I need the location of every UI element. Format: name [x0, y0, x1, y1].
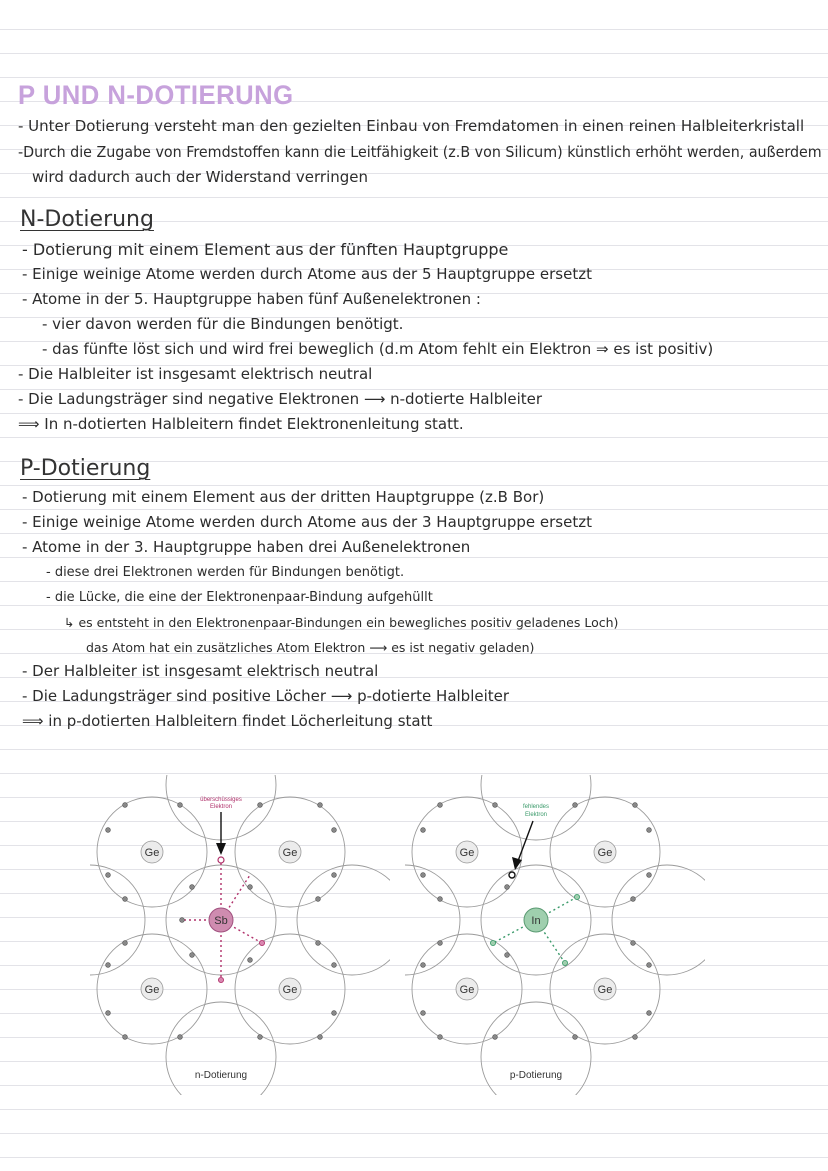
n-line-2: - Einige weinige Atome werden durch Atome aus der 5 Hauptgruppe ersetzt	[22, 265, 592, 283]
n-line-1: - Dotierung mit einem Element aus der fünften Hauptgruppe	[22, 240, 509, 259]
p-line-1: - Dotierung mit einem Element aus der dritten Hauptgruppe (z.B Bor)	[22, 488, 545, 506]
p-atom-ge-4: Ge	[597, 984, 613, 996]
p-line-3: - Atome in der 3. Hauptgruppe haben drei Außenelektronen	[22, 538, 471, 556]
p-annotation-2: Elektron	[524, 812, 548, 818]
n-lattice-diagram	[90, 775, 390, 1095]
intro-line-3: wird dadurch auch der Widerstand verringen	[32, 168, 369, 186]
n-excess-electron	[218, 857, 224, 863]
p-hole	[509, 872, 515, 878]
p-lattice-diagram	[405, 775, 705, 1095]
n-atom-ge-3: Ge	[144, 984, 160, 996]
n-line-3: - Atome in der 5. Hauptgruppe haben fünf Außenelektronen :	[22, 290, 481, 308]
n-arrow-icon	[216, 843, 226, 855]
p-atom-ge-3: Ge	[459, 984, 475, 996]
p-atom-ge-1: Ge	[459, 847, 475, 859]
p-line-10: ⟹ in p-dotierten Halbleitern findet Löcherleitung statt	[22, 712, 433, 730]
n-atom-ge-1: Ge	[144, 847, 160, 859]
n-heading: N-Dotierung	[20, 207, 154, 232]
p-dopant-label: In	[531, 915, 541, 927]
n-dopant-label: Sb	[214, 915, 228, 927]
n-line-8: ⟹ In n-dotierten Halbleitern findet Elektronenleitung statt.	[18, 415, 464, 433]
p-line-2: - Einige weinige Atome werden durch Atome aus der 3 Hauptgruppe ersetzt	[22, 513, 592, 531]
n-atom-ge-2: Ge	[282, 847, 298, 859]
n-line-6: - Die Halbleiter ist insgesamt elektrisch neutral	[18, 365, 373, 383]
p-line-5: - die Lücke, die eine der Elektronenpaar-Bindung aufgehüllt	[46, 590, 433, 605]
p-caption: p-Dotierung	[509, 1070, 563, 1081]
intro-line-1: - Unter Dotierung versteht man den gezielten Einbau von Fremdatomen in einen reinen Halbleiterkristall	[18, 117, 805, 135]
p-line-8: - Der Halbleiter ist insgesamt elektrisch neutral	[22, 662, 379, 680]
n-line-4: - vier davon werden für die Bindungen benötigt.	[42, 315, 404, 333]
p-line-7: das Atom hat ein zusätzliches Atom Elektron ⟶ es ist negativ geladen)	[86, 640, 535, 655]
n-line-7: - Die Ladungsträger sind negative Elektronen ⟶ n-dotierte Halbleiter	[18, 390, 543, 408]
n-caption: n-Dotierung	[194, 1070, 248, 1081]
p-heading: P-Dotierung	[20, 456, 151, 481]
n-line-5: - das fünfte löst sich und wird frei beweglich (d.m Atom fehlt ein Elektron ⇒ es ist positiv)	[42, 340, 714, 358]
page-title: P UND N-DOTIERUNG	[18, 80, 294, 110]
intro-line-2: -Durch die Zugabe von Fremdstoffen kann die Leitfähigkeit (z.B von Silicum) künstlich erhöht werden, außerdem	[18, 143, 822, 161]
p-atom-ge-2: Ge	[597, 847, 613, 859]
p-annotation-1: fehlendes	[522, 804, 550, 810]
p-line-6: ↳ es entsteht in den Elektronenpaar-Bindungen ein bewegliches positiv geladenes Loch)	[64, 615, 619, 630]
n-annotation-1: überschüssiges	[200, 797, 242, 803]
p-line-9: - Die Ladungsträger sind positive Löcher ⟶ p-dotierte Halbleiter	[22, 687, 510, 705]
n-atom-ge-4: Ge	[282, 984, 298, 996]
n-annotation-2: Elektron	[209, 804, 233, 810]
p-line-4: - diese drei Elektronen werden für Bindungen benötigt.	[46, 565, 405, 580]
